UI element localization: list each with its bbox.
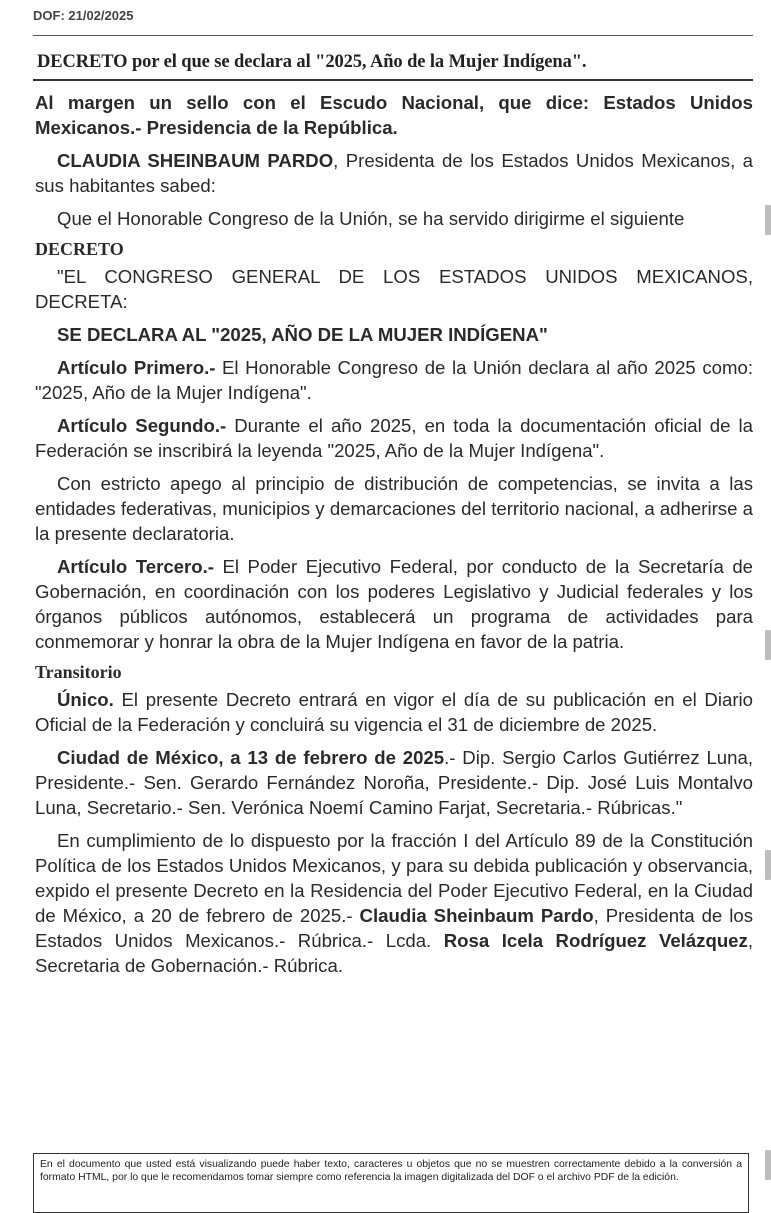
- declaration-heading: SE DECLARA AL "2025, AÑO DE LA MUJER INDÍGENA": [57, 324, 548, 345]
- header-divider: [33, 35, 753, 36]
- congress-intro: Que el Honorable Congreso de la Unión, se ha servido dirigirme el siguiente: [57, 208, 685, 229]
- scrollbar-mark: [765, 630, 771, 660]
- decree-body: [35, 90, 753, 986]
- article-third: [35, 554, 753, 654]
- article-second-text: Durante el año 2025, en toda la documentación oficial de la Federación se inscribirá la leyenda "2025, Año de la Mujer Indígena".: [35, 415, 753, 461]
- president-name: CLAUDIA SHEINBAUM PARDO: [57, 150, 334, 171]
- unico-text: El presente Decreto entrará en vigor el día de su publicación en el Diario Oficial de la Federación y concluirá su vigencia el 31 de diciembre de 2025.: [35, 689, 753, 735]
- promulgation-text-3: , Secretaria de Gobernación.- Rúbrica.: [35, 930, 753, 976]
- seal-paragraph: Al margen un sello con el Escudo Nacional, que dice: Estados Unidos Mexicanos.- Presidencia de la República.: [35, 92, 753, 138]
- transitorio-unico: [35, 687, 753, 737]
- transitorio-heading: Transitorio: [35, 662, 122, 682]
- unico-label: Único.: [57, 689, 114, 710]
- article-first-label: Artículo Primero.-: [57, 357, 216, 378]
- president-paragraph: [35, 148, 753, 198]
- article-first-text: El Honorable Congreso de la Unión declara al año 2025 como: "2025, Año de la Mujer Indígena".: [35, 357, 753, 403]
- president-text: , Presidenta de los Estados Unidos Mexicanos, a sus habitantes sabed:: [35, 150, 753, 196]
- signatures-text: .- Dip. Sergio Carlos Gutiérrez Luna, Presidente.- Sen. Gerardo Fernández Noroña, Presidente.- Dip. José Luis Montalvo Luna, Secretario.- Sen. Verónica Noemí Camino Farjat, Secretaria.- Rúbricas.": [35, 747, 753, 818]
- article-first: [35, 355, 753, 405]
- signatures-place-date: Ciudad de México, a 13 de febrero de 2025: [57, 747, 445, 768]
- article-third-text: El Poder Ejecutivo Federal, por conducto de la Secretaría de Gobernación, en coordinación con los poderes Legislativo y Judicial federales y los órganos públicos autónomos, establecerá un programa de actividades para conmemorar y honrar la obra de la Mujer Indígena en favor de la patria.: [35, 556, 753, 652]
- scrollbar-mark: [765, 1150, 771, 1180]
- scrollbar-mark: [765, 205, 771, 235]
- promulgation-text-2: , Presidenta de los Estados Unidos Mexicanos.- Rúbrica.- Lcda.: [35, 905, 753, 951]
- article-third-label: Artículo Tercero.-: [57, 556, 214, 577]
- secretary-signature-name: Rosa Icela Rodríguez Velázquez: [443, 930, 748, 951]
- title-divider: [33, 79, 753, 81]
- president-signature-name: Claudia Sheinbaum Pardo: [359, 905, 594, 926]
- article-second-label: Artículo Segundo.-: [57, 415, 227, 436]
- promulgation-paragraph: [35, 828, 753, 978]
- article-second: [35, 413, 753, 463]
- congress-decreta: "EL CONGRESO GENERAL DE LOS ESTADOS UNIDOS MEXICANOS, DECRETA:: [35, 266, 753, 312]
- decree-title: DECRETO por el que se declara al "2025, Año de la Mujer Indígena".: [37, 52, 587, 72]
- promulgation-text-1: En cumplimiento de lo dispuesto por la fracción I del Artículo 89 de la Constitución Política de los Estados Unidos Mexicanos, y para su debida publicación y observancia, expido el presente Decreto en la Residencia del Poder Ejecutivo Federal, en la Ciudad de México, a 20 de febrero de 2025.-: [35, 830, 753, 926]
- publication-date: DOF: 21/02/2025: [33, 8, 134, 23]
- decree-heading: DECRETO: [35, 239, 124, 259]
- invitation-paragraph: Con estricto apego al principio de distribución de competencias, se invita a las entidades federativas, municipios y demarcaciones del territorio nacional, a adherirse a la presente declaratoria.: [35, 473, 753, 544]
- scrollbar-mark: [765, 850, 771, 880]
- html-conversion-disclaimer: En el documento que usted está visualizando puede haber texto, caracteres u objetos que no se muestren correctamente debido a la conversión a formato HTML, por lo que le recomendamos tomar siempre como referencia la imagen digitalizada del DOF o el archivo PDF de la edición.: [33, 1153, 749, 1213]
- signatures-paragraph: [35, 745, 753, 820]
